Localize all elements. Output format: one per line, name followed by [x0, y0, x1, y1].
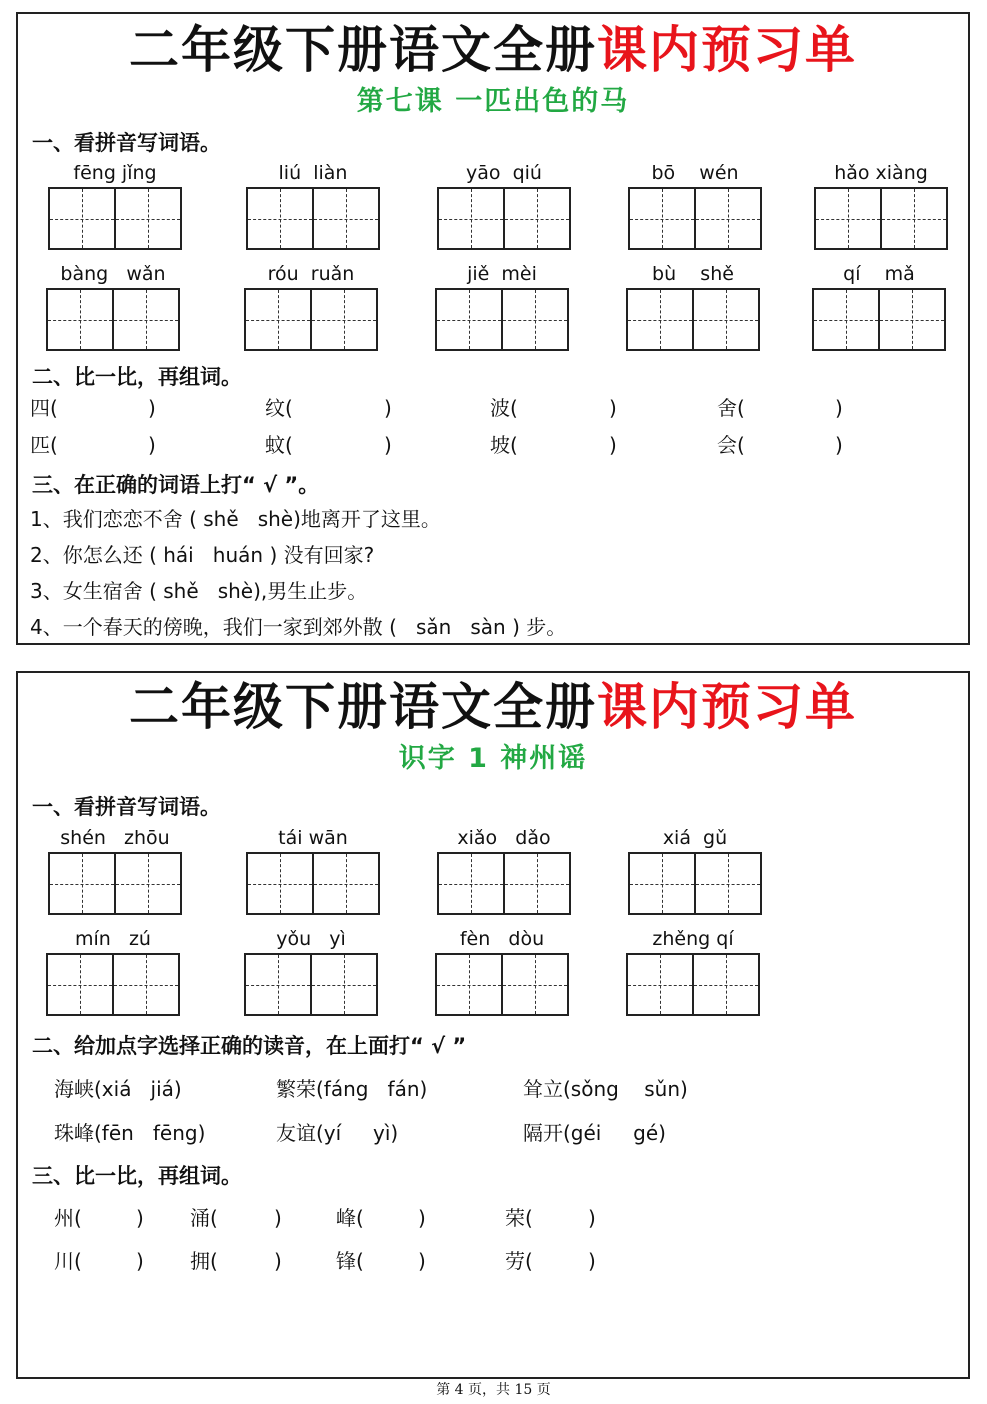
compare-char: 会( [717, 433, 745, 457]
compare-char: 川( [54, 1249, 82, 1273]
reading-choice: 耸立(sǒng sǔn) [523, 1077, 688, 1101]
pinyin-label: mín zú [75, 928, 151, 950]
pinyin-label: bù shě [652, 263, 734, 285]
writing-grid[interactable] [628, 187, 762, 250]
page-footer: 第 4 页，共 15 页 [436, 1382, 551, 1398]
writing-grid[interactable] [246, 187, 380, 250]
pinyin-label: fēng jǐng [73, 162, 157, 184]
close-paren: ) [384, 396, 392, 420]
reading-choice: 珠峰(fēn fēng) [54, 1121, 206, 1145]
close-paren: ) [418, 1249, 426, 1273]
lesson-subtitle: 第七课 一匹出色的马 [356, 86, 630, 117]
close-paren: ) [835, 433, 843, 457]
close-paren: ) [274, 1249, 282, 1273]
pinyin-label: bàng wǎn [60, 263, 166, 285]
close-paren: ) [136, 1249, 144, 1273]
title-black-part: 二年级下册语文全册 [129, 677, 597, 736]
writing-grid[interactable] [628, 852, 762, 915]
close-paren: ) [148, 396, 156, 420]
pinyin-label: xiǎo dǎo [457, 827, 551, 849]
writing-grid[interactable] [244, 288, 378, 351]
close-paren: ) [835, 396, 843, 420]
writing-grid[interactable] [246, 852, 380, 915]
writing-grid[interactable] [437, 852, 571, 915]
writing-grid[interactable] [48, 187, 182, 250]
pinyin-label: yāo qiú [466, 162, 542, 184]
pinyin-label: fèn dòu [459, 928, 545, 950]
writing-grid[interactable] [435, 953, 569, 1016]
pinyin-label: qí mǎ [843, 263, 915, 285]
section-2-heading: 二、给加点字选择正确的读音，在上面打“ √ ” [32, 1034, 467, 1058]
compare-char: 涌( [190, 1206, 218, 1230]
worksheet-panel-1 [16, 12, 970, 645]
close-paren: ) [609, 396, 617, 420]
section-3-heading: 三、比一比，再组词。 [32, 1164, 242, 1188]
reading-choice: 隔开(géi gé) [523, 1121, 666, 1145]
sentence-line: 1、我们恋恋不舍 ( shě shè)地离开了这里。 [30, 507, 441, 531]
sentence-line: 2、你怎么还 ( hái huán ) 没有回家? [30, 543, 375, 567]
compare-char: 州( [54, 1206, 82, 1230]
pinyin-label: bō wén [651, 162, 739, 184]
compare-char: 锋( [336, 1249, 364, 1273]
pinyin-label: xiá gǔ [662, 827, 728, 849]
writing-grid[interactable] [437, 187, 571, 250]
pinyin-label: tái wān [278, 827, 348, 849]
compare-char: 四( [30, 396, 58, 420]
pinyin-label: zhěng qí [652, 928, 734, 950]
title-red-part: 课内预习单 [597, 677, 857, 736]
writing-grid[interactable] [46, 288, 180, 351]
compare-char: 舍( [717, 396, 745, 420]
close-paren: ) [609, 433, 617, 457]
section-3-heading: 三、在正确的词语上打“ √ ”。 [32, 473, 320, 497]
reading-choice: 海峡(xiá jiá) [54, 1077, 182, 1101]
compare-char: 匹( [30, 433, 58, 457]
close-paren: ) [274, 1206, 282, 1230]
close-paren: ) [588, 1249, 596, 1273]
compare-char: 蚊( [265, 433, 293, 457]
pinyin-label: liú liàn [278, 162, 348, 184]
sentence-line: 4、一个春天的傍晚，我们一家到郊外散 ( sǎn sàn ) 步。 [30, 615, 567, 639]
compare-char: 劳( [505, 1249, 533, 1273]
close-paren: ) [418, 1206, 426, 1230]
writing-grid[interactable] [626, 953, 760, 1016]
close-paren: ) [384, 433, 392, 457]
sentence-line: 3、女生宿舍 ( shě shè),男生止步。 [30, 579, 368, 603]
pinyin-label: jiě mèi [467, 263, 537, 285]
section-1-heading: 一、看拼音写词语。 [32, 131, 221, 155]
section-1-heading: 一、看拼音写词语。 [32, 795, 221, 819]
pinyin-label: shén zhōu [60, 827, 170, 849]
page-title [18, 22, 968, 78]
compare-char: 波( [490, 396, 518, 420]
title-red-part: 课内预习单 [597, 20, 857, 79]
pinyin-label: róu ruǎn [267, 263, 355, 285]
writing-grid[interactable] [244, 953, 378, 1016]
reading-choice: 友谊(yí yì) [276, 1121, 399, 1145]
compare-char: 纹( [265, 396, 293, 420]
worksheet-panel-2 [16, 671, 970, 1379]
writing-grid[interactable] [812, 288, 946, 351]
compare-char: 峰( [336, 1206, 364, 1230]
pinyin-label: yǒu yì [276, 928, 346, 950]
writing-grid[interactable] [435, 288, 569, 351]
section-2-heading: 二、比一比，再组词。 [32, 365, 242, 389]
writing-grid[interactable] [814, 187, 948, 250]
page-title [18, 679, 968, 735]
title-black-part: 二年级下册语文全册 [129, 20, 597, 79]
writing-grid[interactable] [46, 953, 180, 1016]
writing-grid[interactable] [626, 288, 760, 351]
compare-char: 坡( [490, 433, 518, 457]
compare-char: 拥( [190, 1249, 218, 1273]
lesson-subtitle: 识字 1 神州谣 [398, 743, 588, 774]
reading-choice: 繁荣(fáng fán) [276, 1077, 428, 1101]
writing-grid[interactable] [48, 852, 182, 915]
close-paren: ) [148, 433, 156, 457]
close-paren: ) [136, 1206, 144, 1230]
pinyin-label: hǎo xiàng [834, 162, 928, 184]
close-paren: ) [588, 1206, 596, 1230]
compare-char: 荣( [505, 1206, 533, 1230]
